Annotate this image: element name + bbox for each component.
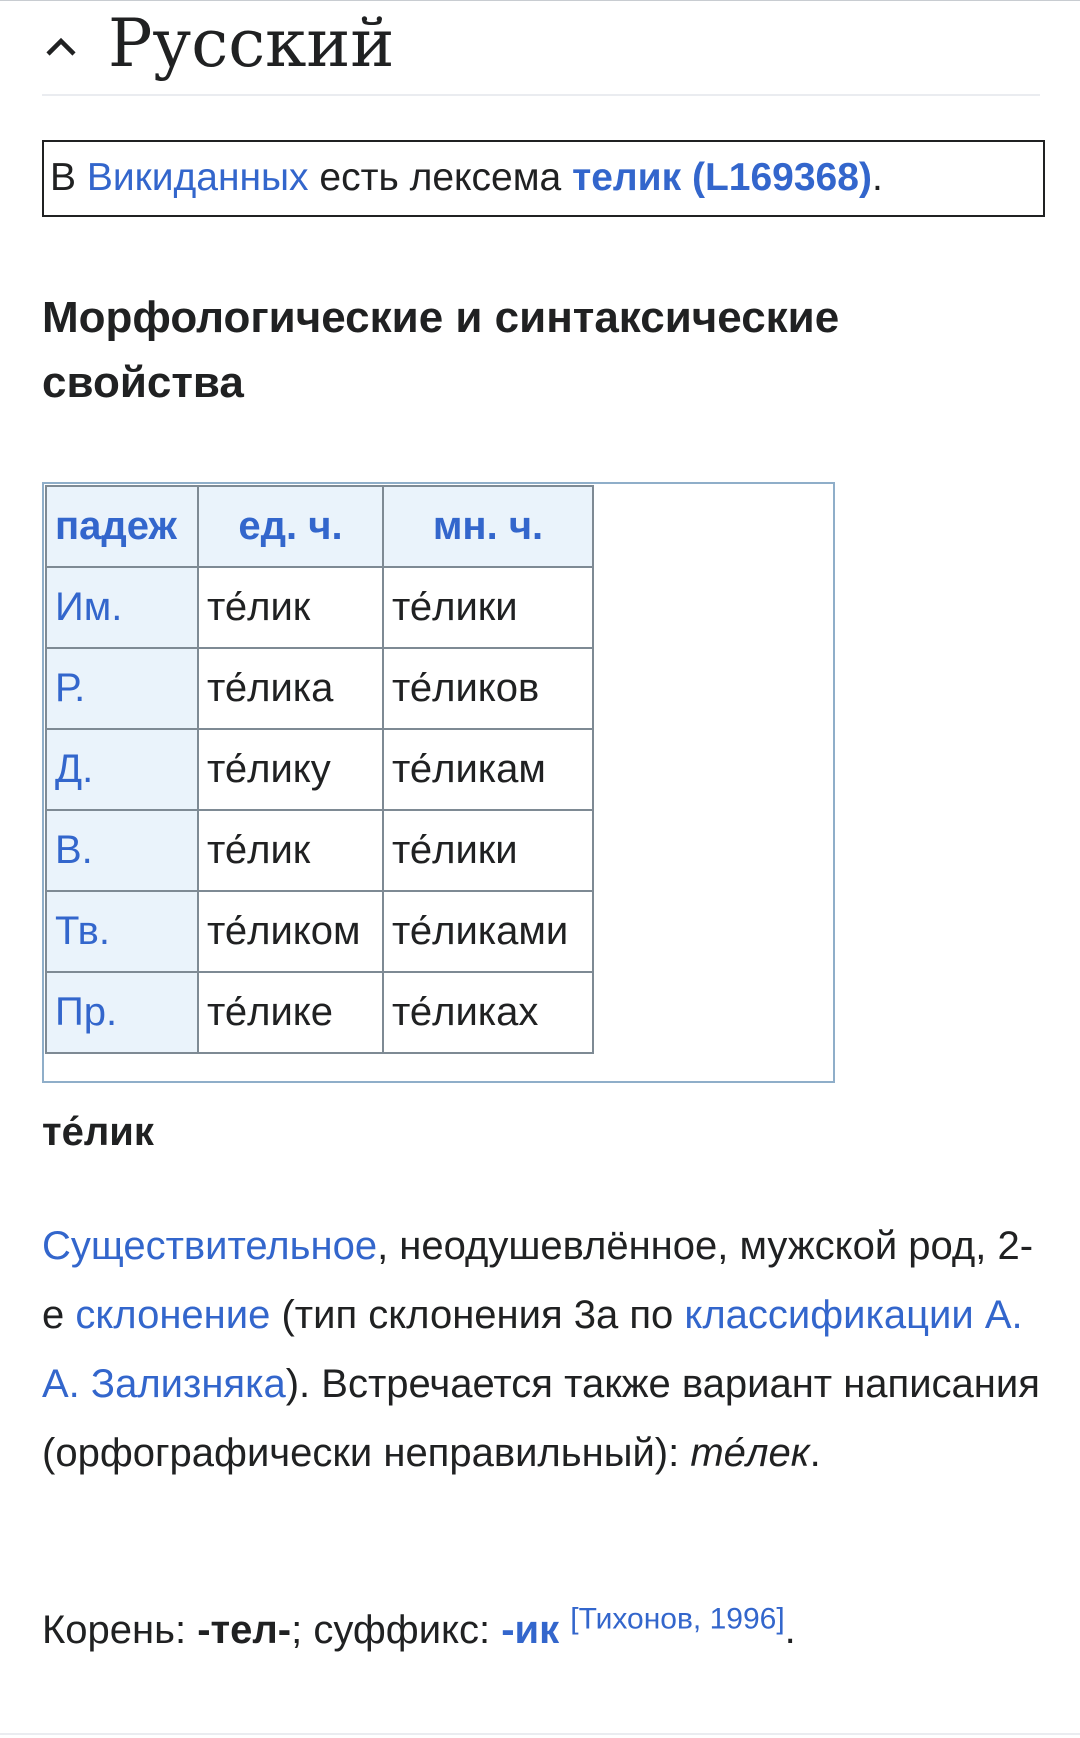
bottom-divider: [0, 1733, 1080, 1735]
section-title: Русский: [108, 5, 395, 82]
wikidata-prefix: В: [50, 156, 87, 199]
header-plural[interactable]: мн. ч.: [383, 486, 593, 567]
table-row: [46, 648, 593, 729]
chevron-up-icon[interactable]: [44, 30, 78, 64]
case-link[interactable]: Им.: [46, 567, 198, 648]
morph-heading: Морфологические и синтаксические свойства: [42, 293, 840, 407]
plural-form: те́лики: [383, 567, 593, 648]
lemma: те́лик: [42, 1110, 154, 1154]
wikidata-suffix: .: [871, 156, 883, 199]
wikidata-middle: есть лексема: [308, 156, 573, 199]
table-row: [46, 972, 593, 1053]
root-morpheme: -тел-: [197, 1608, 292, 1652]
case-link[interactable]: В.: [46, 810, 198, 891]
wikidata-link[interactable]: Викиданных: [86, 156, 309, 199]
desc-text-2: (тип склонения 3a по: [270, 1293, 685, 1337]
declension-link[interactable]: склонение: [75, 1293, 271, 1337]
noun-link[interactable]: Существительное: [42, 1224, 378, 1268]
plural-form: те́лики: [383, 810, 593, 891]
singular-form: те́лик: [198, 567, 383, 648]
morphemes: [42, 1600, 1042, 1660]
singular-form: те́лику: [198, 729, 383, 810]
zaliznyak-link[interactable]: классификации А. А. Зализняка: [42, 1293, 1023, 1406]
morphemes-end: .: [784, 1608, 796, 1652]
singular-form: те́лике: [198, 972, 383, 1053]
desc-text-1: , неодушевлённое, мужской род, 2-е: [42, 1224, 1034, 1337]
wikidata-notice: [42, 140, 1045, 217]
header-case[interactable]: падеж: [46, 486, 198, 567]
table-header-row: [46, 486, 593, 567]
plural-form: те́ликам: [383, 729, 593, 810]
variant-spelling: те́лек: [690, 1431, 810, 1475]
suffix-label: ; суффикс:: [291, 1608, 502, 1652]
table-row: [46, 567, 593, 648]
inflection-table: [45, 485, 594, 1054]
suffix-link[interactable]: -ик: [501, 1608, 560, 1652]
singular-form: те́ликом: [198, 891, 383, 972]
plural-form: те́ликов: [383, 648, 593, 729]
plural-form: те́ликах: [383, 972, 593, 1053]
table-row: [46, 810, 593, 891]
case-link[interactable]: Д.: [46, 729, 198, 810]
lexeme-link[interactable]: телик (L169368): [572, 156, 872, 199]
table-row: [46, 891, 593, 972]
section-header[interactable]: [42, 0, 1040, 96]
case-link[interactable]: Пр.: [46, 972, 198, 1053]
plural-form: те́ликами: [383, 891, 593, 972]
inflection-box: [42, 482, 835, 1083]
table-row: [46, 729, 593, 810]
case-link[interactable]: Тв.: [46, 891, 198, 972]
header-singular[interactable]: ед. ч.: [198, 486, 383, 567]
case-link[interactable]: Р.: [46, 648, 198, 729]
root-label: Корень:: [42, 1608, 198, 1652]
desc-text-3: ). Встречается также вариант написания (орфографически неправильный):: [42, 1362, 1040, 1475]
singular-form: те́лика: [198, 648, 383, 729]
desc-text-4: .: [809, 1431, 821, 1475]
word-description: [42, 1212, 1052, 1488]
singular-form: те́лик: [198, 810, 383, 891]
reference-link[interactable]: [Тихонов, 1996]: [570, 1602, 785, 1636]
